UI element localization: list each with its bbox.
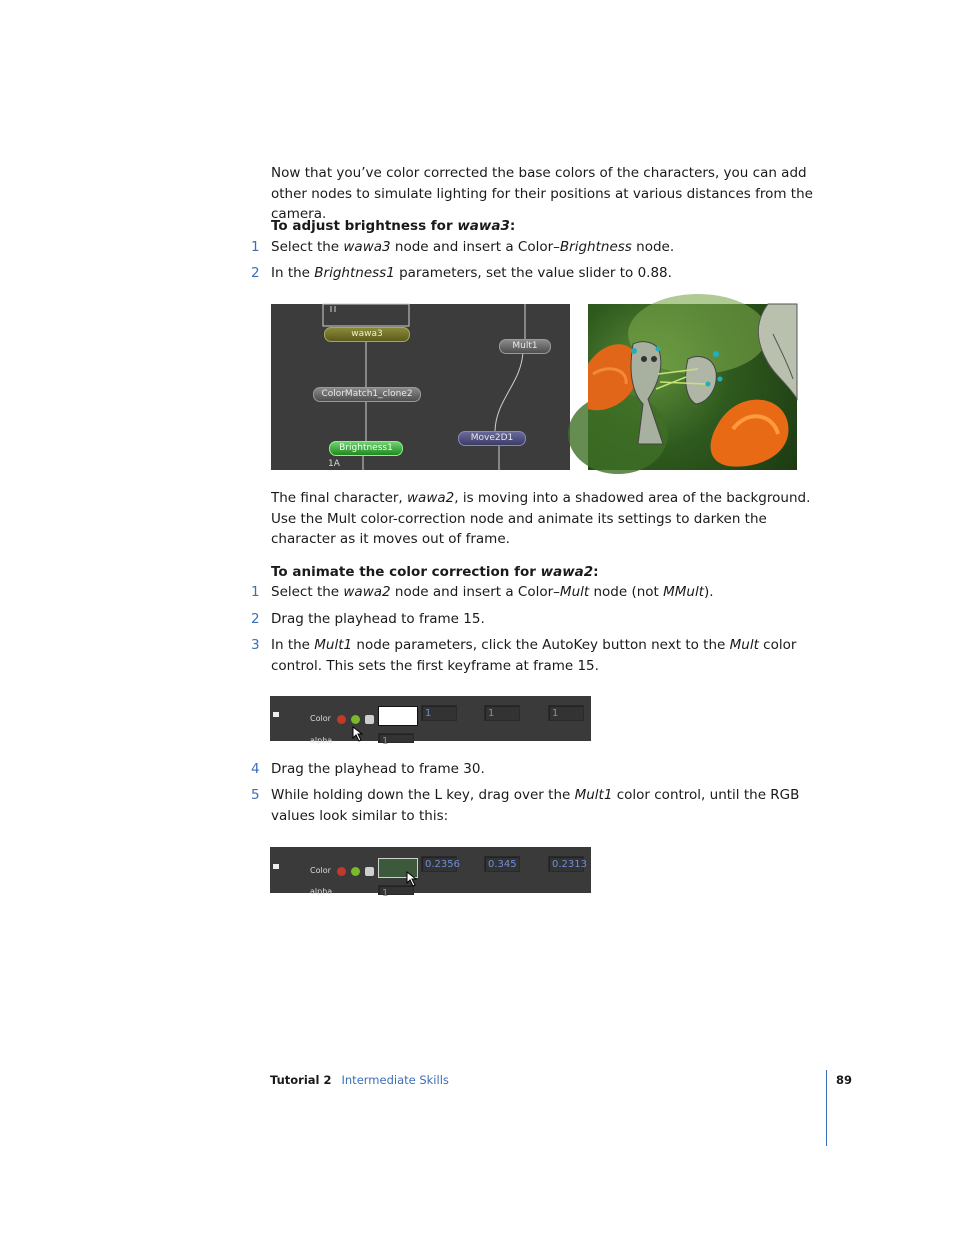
blue-field[interactable]: 1 — [548, 705, 584, 721]
step-number: 4 — [251, 761, 260, 777]
step-number: 5 — [251, 787, 260, 803]
footer-chapter: Tutorial 2 — [270, 1073, 332, 1087]
alpha-label: alpha — [310, 736, 333, 745]
scene-illustration — [588, 304, 797, 470]
fx-icon[interactable] — [351, 867, 360, 876]
step-number: 3 — [251, 637, 260, 653]
mult-color-control-adjusted — [270, 847, 591, 899]
step-text: Select the wawa3 node and insert a Color–Brightness node. — [271, 239, 675, 255]
blue-field[interactable]: 0.2313 — [548, 856, 584, 872]
node-brightness1[interactable]: Brightness1 — [329, 441, 403, 456]
node-graph-screenshot — [271, 304, 570, 470]
step-number: 2 — [251, 611, 260, 627]
node-colormatch[interactable]: ColorMatch1_clone2 — [313, 387, 421, 402]
section1-heading: To adjust brightness for wawa3: — [271, 218, 516, 234]
step-text: While holding down the L key, drag over the Mult1 color control, until the RGB values look similar to this: — [271, 787, 800, 824]
mouse-cursor-icon — [352, 726, 364, 742]
collapse-icon[interactable] — [273, 712, 279, 717]
step-number: 1 — [251, 584, 260, 600]
alpha-label: alpha — [310, 887, 333, 896]
red-field[interactable]: 0.2356 — [421, 856, 457, 872]
node-badge: 1A — [328, 459, 340, 469]
node-mult1[interactable]: Mult1 — [499, 339, 551, 354]
color-swatch[interactable] — [378, 706, 418, 726]
page-footer — [270, 1073, 449, 1087]
step-number: 2 — [251, 265, 260, 281]
step-text: Drag the playhead to frame 15. — [271, 611, 485, 627]
step-text: In the Brightness1 parameters, set the value slider to 0.88. — [271, 265, 672, 281]
footer-divider — [826, 1070, 827, 1146]
alpha-field[interactable]: 1 — [378, 733, 414, 743]
autokey-icon[interactable] — [337, 867, 346, 876]
step-text: In the Mult1 node parameters, click the AutoKey button next to the Mult color control. This sets the first keyframe at frame 15. — [271, 637, 797, 674]
step-number: 1 — [251, 239, 260, 255]
node-wawa3[interactable]: wawa3 — [324, 327, 410, 342]
collapse-icon[interactable] — [273, 864, 279, 869]
lock-icon[interactable] — [365, 715, 374, 724]
step-text: Select the wawa2 node and insert a Color–Mult node (not MMult). — [271, 584, 714, 600]
footer-section[interactable]: Intermediate Skills — [341, 1073, 449, 1087]
autokey-icon[interactable] — [337, 715, 346, 724]
color-label: Color — [310, 714, 331, 723]
red-field[interactable]: 1 — [421, 705, 457, 721]
green-field[interactable]: 1 — [484, 705, 520, 721]
step-text: Drag the playhead to frame 30. — [271, 761, 485, 777]
green-field[interactable]: 0.345 — [484, 856, 520, 872]
page-number: 89 — [836, 1073, 853, 1087]
viewer-image — [588, 304, 797, 470]
intro-paragraph: Now that you’ve color corrected the base colors of the characters, you can add other nodes to simulate lighting for their positions at various distances from the camera. — [271, 165, 813, 222]
mult-color-control-initial — [270, 696, 591, 747]
body-paragraph: The final character, wawa2, is moving into a shadowed area of the background. Use the Mult color-correction node and animate its settings to darken the character as it moves out of frame. — [271, 490, 811, 547]
alpha-field[interactable]: 1 — [378, 885, 414, 895]
color-label: Color — [310, 866, 331, 875]
node-move2d1[interactable]: Move2D1 — [458, 431, 526, 446]
lock-icon[interactable] — [365, 867, 374, 876]
section2-heading: To animate the color correction for wawa2: — [271, 564, 599, 580]
fx-icon[interactable] — [351, 715, 360, 724]
mouse-cursor-icon — [406, 871, 418, 887]
